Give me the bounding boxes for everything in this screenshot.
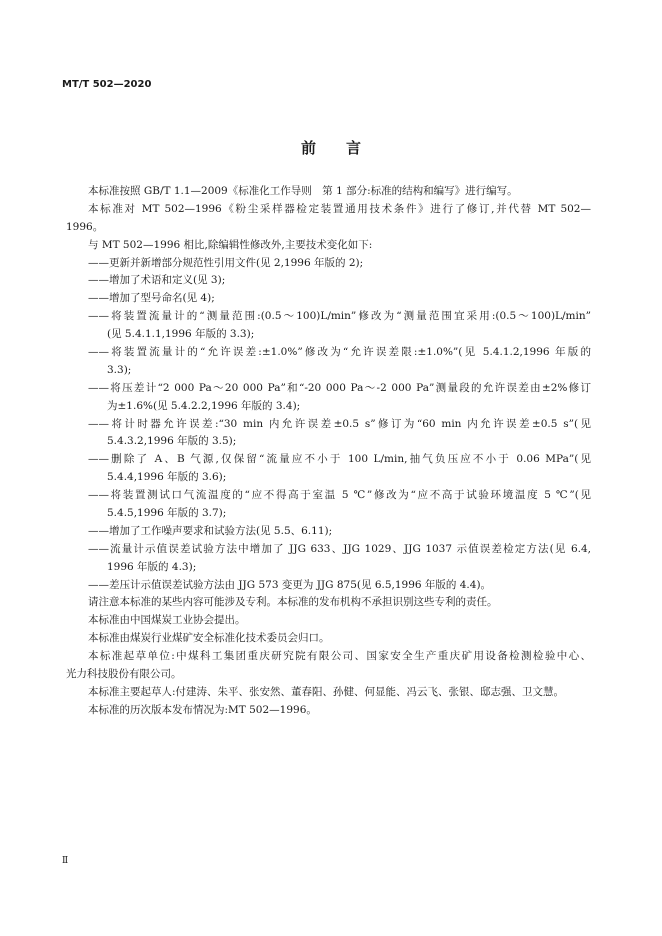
change-item <box>66 344 591 380</box>
change-item <box>66 577 591 595</box>
change-item-line: 1996 年版的 4.3); <box>107 560 197 573</box>
change-item-line: ——差压计示值误差试验方法由 JJG 573 变更为 JJG 875(见 6.5,1996 年版的 4.4)。 <box>88 578 492 591</box>
page-number: Ⅱ <box>62 856 69 866</box>
patent-notice <box>66 594 591 612</box>
preface-body <box>66 183 591 720</box>
preface-line: 本标准按照 GB/T 1.1—2009《标准化工作导则 第 1 部分:标准的结构和编写》进行编写。 <box>88 185 518 197</box>
responsible-committee-statement <box>66 630 591 648</box>
page-title: 前 言 <box>300 139 369 157</box>
preface-line: 本标准的历次版本发布情况为:MT 502—1996。 <box>88 703 317 716</box>
change-item <box>66 380 591 416</box>
change-item <box>66 416 591 452</box>
change-item-line: (见 5.4.1.1,1996 年版的 3.3); <box>107 328 255 341</box>
preface-line: 本标准主要起草人:付建涛、朱平、张安然、董春阳、孙健、何显能、冯云飞、张银、邸志强、卫文慧。 <box>88 685 565 698</box>
change-item <box>66 308 591 344</box>
change-item-line: ——增加了工作噪声要求和试验方法(见 5.5、6.11); <box>88 524 333 537</box>
standard-code: MT/T 502—2020 <box>62 79 152 90</box>
preface-line: 本标准由煤炭行业煤矿安全标准化技术委员会归口。 <box>88 632 330 645</box>
version-history <box>66 702 591 720</box>
drafting-rule-statement <box>66 183 591 201</box>
change-item-line: 5.4.5,1996 年版的 3.7); <box>107 507 227 520</box>
preface-line: 光力科技股份有限公司。 <box>66 668 182 681</box>
change-item <box>66 487 591 523</box>
change-item <box>66 541 591 577</box>
change-item-line: 5.4.3.2,1996 年版的 3.5); <box>107 435 237 448</box>
change-item-line: 为±1.6%(见 5.4.2.2,1996 年版的 3.4); <box>107 399 301 412</box>
revision-statement <box>66 201 591 237</box>
change-item <box>66 451 591 487</box>
preface-line: 本标准对 MT 502—1996《粉尘采样器检定装置通用技术条件》进行了修订,并代替 MT 502— <box>88 202 591 215</box>
change-item-line: 5.4.4,1996 年版的 3.6); <box>107 471 227 484</box>
change-item <box>66 272 591 290</box>
change-item <box>66 255 591 273</box>
change-item-line: ——流量计示值误差试验方法中增加了 JJG 633、JJG 1029、JJG 1037 示值误差检定方法(见 6.4, <box>88 542 591 555</box>
preface-line: 请注意本标准的某些内容可能涉及专利。本标准的发布机构不承担识别这些专利的责任。 <box>88 596 498 609</box>
proposer-statement <box>66 612 591 630</box>
change-item-line: ——将计时器允许误差:“30 min 内允许误差±0.5 s”修订为“60 min 内允许误差±0.5 s”(见 <box>88 417 591 430</box>
change-item <box>66 523 591 541</box>
preface-line: 本标准起草单位:中煤科工集团重庆研究院有限公司、国家安全生产重庆矿用设备检测检验中心、 <box>88 650 591 663</box>
preface-line: 本标准由中国煤炭工业协会提出。 <box>88 614 246 627</box>
change-item-line: ——删除了 A、B 气源,仅保留“流量应不小于 100 L/min,抽气负压应不小于 0.06 MPa”(见 <box>88 453 591 466</box>
change-item-line: ——将装置测试口气流温度的“应不得高于室温 5 ℃”修改为“应不高于试验环境温度 5 ℃”(见 <box>88 489 591 502</box>
change-item-line: ——将压差计“2 000 Pa～20 000 Pa”和“-20 000 Pa～-2 000 Pa”测量段的允许误差由±2%修订 <box>88 381 591 394</box>
change-item-line: ——将装置流量计的“测量范围:(0.5～100)L/min”修改为“测量范围宜采用:(0.5～100)L/min” <box>88 310 591 323</box>
change-item-line: ——增加了型号命名(见 4); <box>88 292 215 305</box>
changes-list <box>66 255 591 595</box>
preface-line: 与 MT 502—1996 相比,除编辑性修改外,主要技术变化如下: <box>88 238 373 251</box>
preface-line: 1996。 <box>66 220 104 233</box>
drafters <box>66 684 591 702</box>
changes-lead-in <box>66 237 591 255</box>
drafting-organizations <box>66 648 591 684</box>
change-item-line: 3.3); <box>107 363 132 376</box>
change-item-line: ——增加了术语和定义(见 3); <box>88 274 226 287</box>
change-item-line: ——更新并新增部分规范性引用文件(见 2,1996 年版的 2); <box>88 256 364 269</box>
change-item-line: ——将装置流量计的“允许误差:±1.0%”修改为“允许误差限:±1.0%”(见 5.4.1.2,1996 年版的 <box>88 346 591 359</box>
change-item <box>66 290 591 308</box>
